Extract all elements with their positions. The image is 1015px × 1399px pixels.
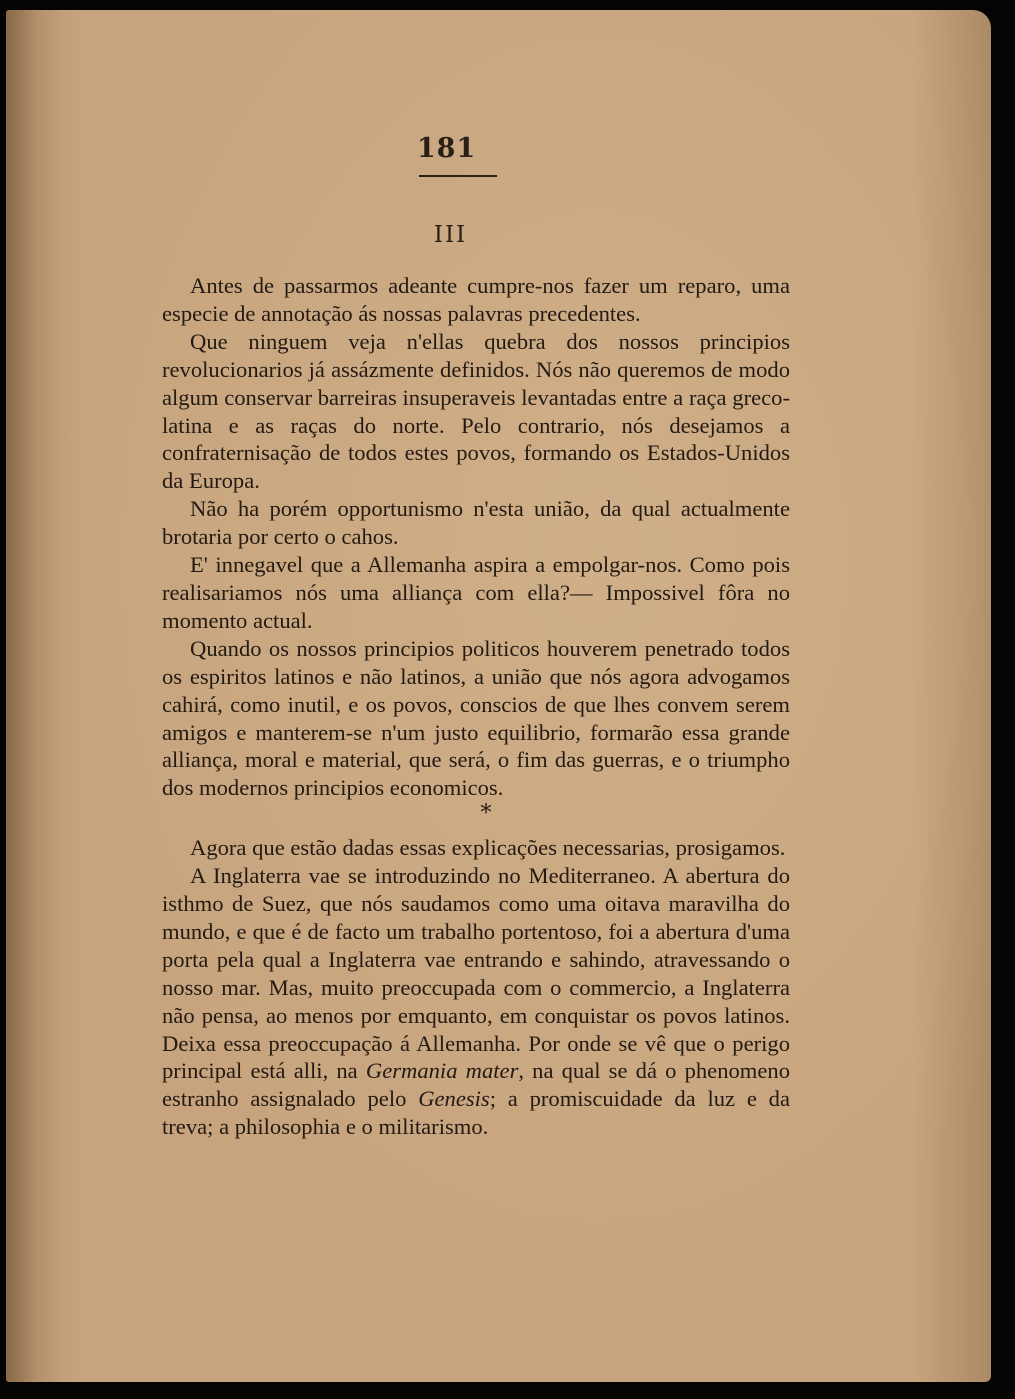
paragraph: Quando os nossos principios politicos houverem penetrado todos os espiritos latinos e não latinos, a união que nós agora advogamos cahirá, como inutil, e os povos, conscios de que lhes convem serem amigos e manterem-se n'um justo equilibrio, formarão essa grande alliança, moral e material, que será, o fim das guerras, e o triumpho dos modernos principios economicos. (162, 635, 790, 801)
paragraph (162, 862, 790, 1141)
paragraph: Não ha porém opportunismo n'esta união, da qual actualmente brotaria por certo o cahos. (162, 496, 790, 550)
paragraph-text: ; a promiscuidade da luz e da treva; a philosophia e o militarismo. (162, 1086, 790, 1140)
paragraph: E' innegavel que a Allemanha aspira a empolgar-nos. Como pois realisariamos nós uma alliança com ella?— Impossivel fôra no momento actual. (162, 552, 790, 633)
book-page (6, 10, 991, 1382)
body-text (162, 272, 790, 1141)
paragraph-text: , na qual se dá o phenomeno estranho assignalado pelo (162, 1058, 790, 1112)
paragraph: Que ninguem veja n'ellas quebra dos nossos principios revolucionarios já assázmente definidos. Nós não queremos de modo algum conservar barreiras insuperaveis levantadas entre a raça greco-latina e as raças do norte. Pelo contrario, nós desejamos a confraternisação de todos estes povos, formando os Estados-Unidos da Europa. (162, 328, 790, 494)
italic-term: Germania mater (365, 1058, 519, 1084)
chapter-heading: III (433, 222, 468, 248)
paragraph: Antes de passarmos adeante cumpre-nos fazer um reparo, uma especie de annotação ás nossas palavras precedentes. (162, 273, 790, 326)
binding-shadow (6, 10, 64, 1382)
header-rule (419, 175, 497, 177)
paragraph-text: A Inglaterra vae se introduzindo no Mediterraneo. A abertura do isthmo de Suez, que nós saudamos como uma oitava maravilha do mundo, e que é de facto um trabalho portentoso, foi a abertura d'uma porta pela qual a Inglaterra vae entrando e sahindo, atravessando o nosso mar. Mas, muito preoccupada com o commercio, a Inglaterra não pensa, ao menos por emquanto, em conquistar os povos latinos. Deixa essa preoccupação á Allemanha. Por onde se vê que o perigo principal está alli, na (162, 863, 790, 1084)
page-number: 181 (416, 133, 477, 164)
paragraph: Agora que estão dadas essas explicações necessarias, prosigamos. (190, 835, 786, 861)
italic-term: Genesis (418, 1086, 490, 1112)
section-separator: * (480, 801, 492, 827)
